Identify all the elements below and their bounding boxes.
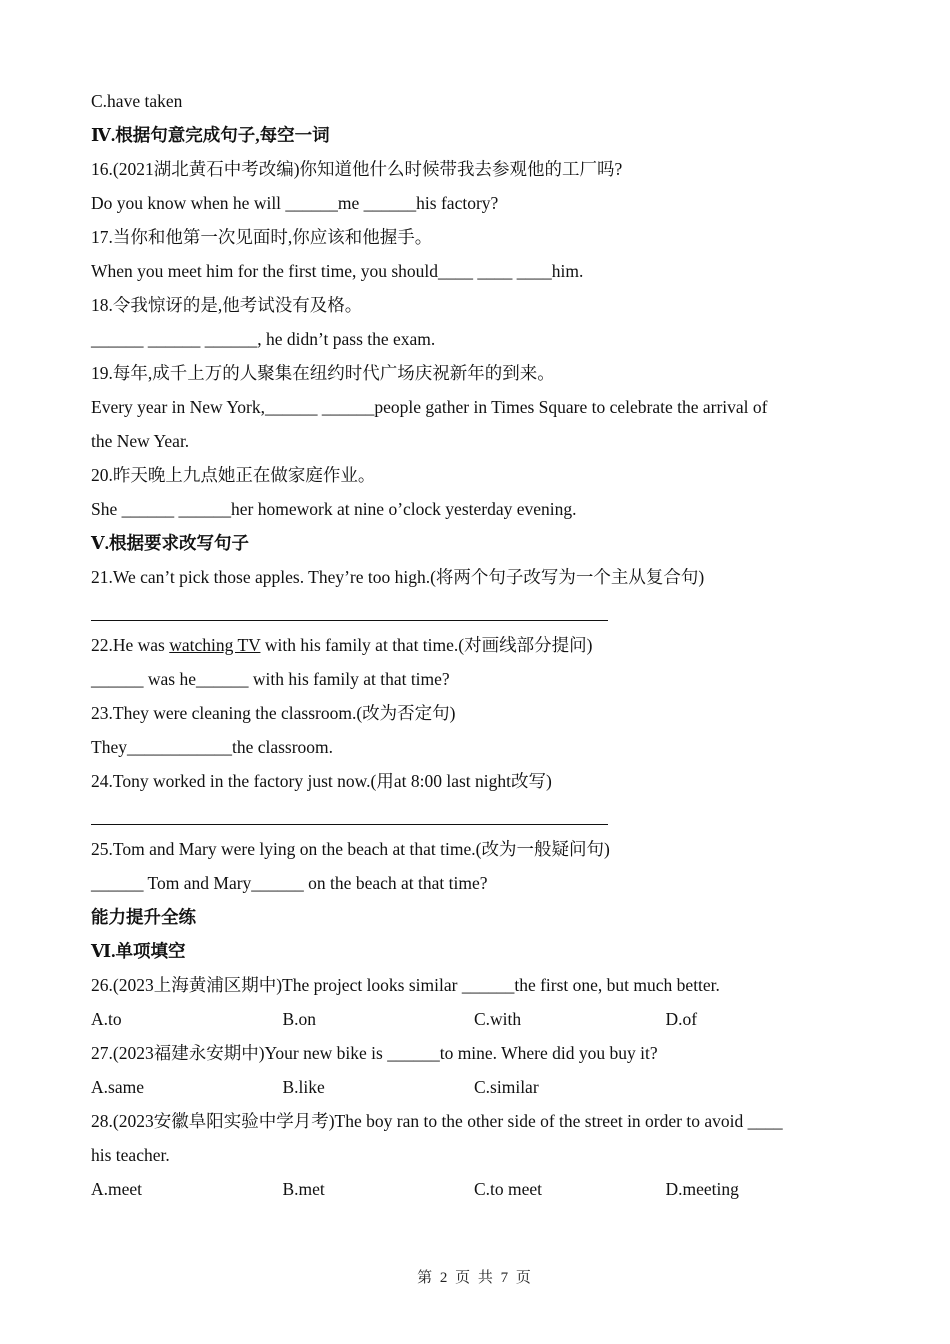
question-20-prompt: 20.昨天晚上九点她正在做家庭作业。 — [91, 465, 376, 485]
question-21-prompt: 21.We can’t pick those apples. They’re too high.(将两个句子改写为一个主从复合句) — [91, 567, 705, 587]
question-16-sentence: Do you know when he will ______me ______his factory? — [91, 193, 499, 213]
option-b: B.met — [282, 1179, 325, 1199]
answer-line — [91, 798, 608, 825]
question-17-sentence: When you meet him for the first time, you should____ ____ ____him. — [91, 261, 584, 281]
question-24-answer-line-row — [91, 798, 861, 832]
option-a: A.meet — [91, 1179, 143, 1199]
question-22-suffix: with his family at that time.(对画线部分提问) — [260, 635, 593, 655]
page-number-footer: 第 2 页 共 7 页 — [417, 1270, 533, 1286]
question-22-sentence: ______ was he______ with his family at that time? — [91, 669, 450, 689]
question-26-prompt: 26.(2023上海黄浦区期中)The project looks similar ______the first one, but much better. — [91, 975, 720, 995]
question-16-prompt: 16.(2021湖北黄石中考改编)你知道他什么时候带我去参观他的工厂吗? — [91, 159, 623, 179]
option-c: C.with — [474, 1009, 522, 1029]
question-17-prompt: 17.当你和他第一次见面时,你应该和他握手。 — [91, 227, 433, 247]
question-26-options — [91, 1002, 861, 1036]
question-21-answer-line-row — [91, 594, 861, 628]
question-24-prompt: 24.Tony worked in the factory just now.(用at 8:00 last night改写) — [91, 771, 552, 791]
question-19-sentence: Every year in New York,______ ______people gather in Times Square to celebrate the arrival of — [91, 397, 768, 417]
question-28-options — [91, 1172, 861, 1206]
section-heading-iv: Ⅳ.根据句意完成句子,每空一词 — [91, 125, 330, 145]
question-22-prompt — [91, 628, 861, 662]
option-b: B.like — [282, 1077, 325, 1097]
question-19-sentence-cont: the New Year. — [91, 431, 190, 451]
question-25-prompt: 25.Tom and Mary were lying on the beach at that time.(改为一般疑问句) — [91, 839, 610, 859]
option-c: C.similar — [474, 1077, 539, 1097]
question-22-prefix: 22.He was — [91, 635, 170, 655]
section-heading-ability: 能力提升全练 — [91, 907, 196, 927]
option-d: D.of — [665, 1009, 698, 1029]
option-a: A.to — [91, 1009, 122, 1029]
question-28-prompt-cont: his teacher. — [91, 1145, 170, 1165]
question-20-sentence: She ______ ______her homework at nine o’clock yesterday evening. — [91, 499, 577, 519]
question-23-sentence: They____________the classroom. — [91, 737, 334, 757]
question-19-prompt: 19.每年,成千上万的人聚集在纽约时代广场庆祝新年的到来。 — [91, 363, 555, 383]
option-d: D.meeting — [665, 1179, 739, 1199]
option-b: B.on — [282, 1009, 317, 1029]
option-c: C.to meet — [474, 1179, 543, 1199]
section-heading-vi: Ⅵ.单项填空 — [91, 941, 186, 961]
question-25-sentence: ______ Tom and Mary______ on the beach at that time? — [91, 873, 488, 893]
option-a: A.same — [91, 1077, 144, 1097]
document-page — [91, 84, 861, 1206]
underlined-phrase: watching TV — [169, 635, 261, 655]
question-27-options — [91, 1070, 861, 1104]
question-18-prompt: 18.令我惊讶的是,他考试没有及格。 — [91, 295, 363, 315]
question-18-sentence: ______ ______ ______, he didn’t pass the exam. — [91, 329, 436, 349]
section-heading-v: Ⅴ.根据要求改写句子 — [91, 533, 249, 553]
answer-line — [91, 594, 608, 621]
question-23-prompt: 23.They were cleaning the classroom.(改为否定句) — [91, 703, 456, 723]
question-27-prompt: 27.(2023福建永安期中)Your new bike is ______to mine. Where did you buy it? — [91, 1043, 658, 1063]
text-line: C.have taken — [91, 91, 183, 111]
question-28-prompt: 28.(2023安徽阜阳实验中学月考)The boy ran to the other side of the street in order to avoid ____ — [91, 1111, 783, 1131]
